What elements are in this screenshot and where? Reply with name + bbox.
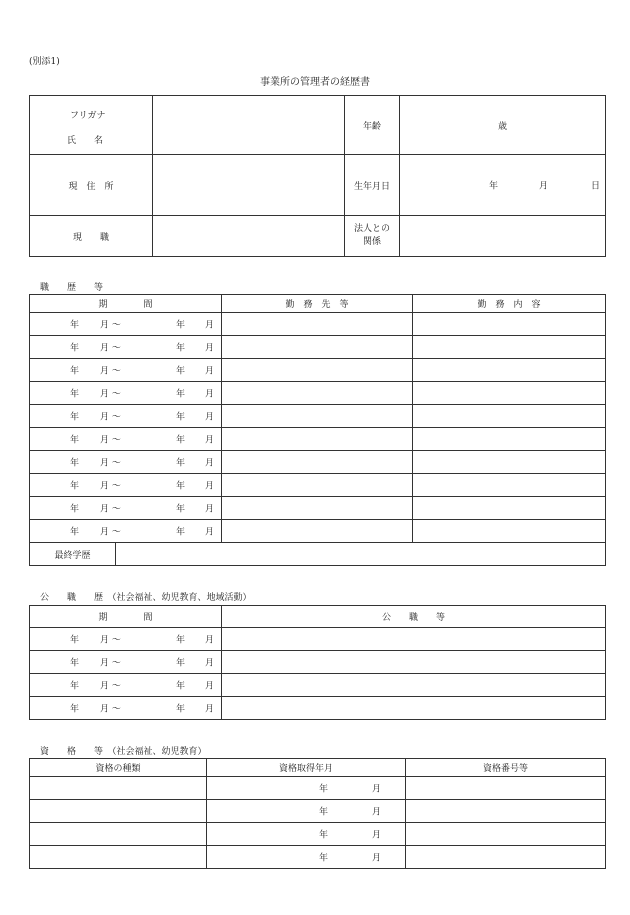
table-row xyxy=(30,651,606,674)
period-cell[interactable] xyxy=(30,428,222,451)
month-unit: 月 〜 xyxy=(100,681,121,692)
month-unit: 月 〜 xyxy=(100,412,121,423)
month-unit: 月 xyxy=(205,366,215,377)
profile-table xyxy=(29,95,606,257)
duties-field[interactable] xyxy=(413,359,606,382)
public-office-field[interactable] xyxy=(222,651,606,674)
workplace-field[interactable] xyxy=(222,405,413,428)
qual-type-field[interactable] xyxy=(30,777,207,800)
qual-date-field[interactable] xyxy=(207,846,406,869)
table-row xyxy=(30,628,606,651)
duties-field[interactable] xyxy=(413,313,606,336)
period-cell[interactable] xyxy=(30,674,222,697)
career-table xyxy=(29,294,606,566)
final-education-label: 最終学歴 xyxy=(30,543,116,566)
page-title: 事業所の管理者の経歴書 xyxy=(260,77,370,88)
birthdate-label: 生年月日 xyxy=(345,155,400,216)
current-job-label: 現 職 xyxy=(30,216,153,257)
month-unit: 月 xyxy=(205,504,215,515)
month-unit: 月 〜 xyxy=(100,320,121,331)
month-unit: 月 〜 xyxy=(100,704,121,715)
year-unit: 年 xyxy=(70,681,80,692)
year-unit: 年 xyxy=(176,458,186,469)
year-unit: 年 xyxy=(319,784,329,795)
month-unit: 月 〜 xyxy=(100,527,121,538)
career-col-period: 期 間 xyxy=(30,295,222,313)
year-unit: 年 xyxy=(70,527,80,538)
year-unit: 年 xyxy=(176,635,186,646)
qual-col-type: 資格の種類 xyxy=(30,759,207,777)
qual-type-field[interactable] xyxy=(30,800,207,823)
duties-field[interactable] xyxy=(413,520,606,543)
furigana-label: フリガナ xyxy=(70,111,106,121)
workplace-field[interactable] xyxy=(222,497,413,520)
duties-field[interactable] xyxy=(413,474,606,497)
year-unit: 年 xyxy=(70,658,80,669)
table-row xyxy=(30,846,606,869)
period-cell[interactable] xyxy=(30,313,222,336)
year-unit: 年 xyxy=(176,320,186,331)
month-unit: 月 xyxy=(205,435,215,446)
month-unit: 月 〜 xyxy=(100,458,121,469)
birthdate-field[interactable] xyxy=(400,155,606,216)
month-unit: 月 〜 xyxy=(100,481,121,492)
relation-label-line2: 関係 xyxy=(362,237,381,247)
year-unit: 年 xyxy=(319,830,329,841)
year-unit: 年 xyxy=(176,704,186,715)
qual-date-field[interactable] xyxy=(207,823,406,846)
month-unit: 月 xyxy=(205,481,215,492)
period-cell[interactable] xyxy=(30,474,222,497)
period-cell[interactable] xyxy=(30,405,222,428)
period-cell[interactable] xyxy=(30,359,222,382)
age-label: 年齢 xyxy=(345,96,400,155)
month-unit: 月 xyxy=(205,527,215,538)
current-job-field[interactable] xyxy=(153,216,345,257)
table-row xyxy=(30,823,606,846)
qualifications-heading: 資 格 等 （社会福祉、幼児教育） xyxy=(40,747,207,757)
workplace-field[interactable] xyxy=(222,428,413,451)
year-unit: 年 xyxy=(70,481,80,492)
duties-field[interactable] xyxy=(413,497,606,520)
year-unit: 年 xyxy=(176,504,186,515)
birth-month-unit: 月 xyxy=(539,181,549,192)
qual-col-date: 資格取得年月 xyxy=(207,759,406,777)
year-unit: 年 xyxy=(176,412,186,423)
period-cell[interactable] xyxy=(30,697,222,720)
month-unit: 月 xyxy=(205,458,215,469)
year-unit: 年 xyxy=(70,412,80,423)
table-row xyxy=(30,497,606,520)
month-unit: 月 xyxy=(205,635,215,646)
year-unit: 年 xyxy=(70,435,80,446)
table-row xyxy=(30,674,606,697)
public-col-office: 公 職 等 xyxy=(222,606,606,628)
workplace-field[interactable] xyxy=(222,359,413,382)
annex-label: (別添1) xyxy=(29,57,60,67)
name-field[interactable] xyxy=(153,96,345,155)
final-education-field[interactable] xyxy=(116,543,606,566)
year-unit: 年 xyxy=(70,389,80,400)
year-unit: 年 xyxy=(176,527,186,538)
qual-number-field[interactable] xyxy=(406,846,606,869)
year-unit: 年 xyxy=(70,343,80,354)
month-unit: 月 xyxy=(372,853,382,864)
career-col-duties: 勤 務 内 容 xyxy=(413,295,606,313)
year-unit: 年 xyxy=(176,366,186,377)
qualifications-table xyxy=(29,758,606,869)
qual-date-field[interactable] xyxy=(207,800,406,823)
birth-year-unit: 年 xyxy=(489,181,499,192)
qual-type-field[interactable] xyxy=(30,823,207,846)
workplace-field[interactable] xyxy=(222,474,413,497)
month-unit: 月 〜 xyxy=(100,366,121,377)
year-unit: 年 xyxy=(176,435,186,446)
period-cell[interactable] xyxy=(30,651,222,674)
month-unit: 月 xyxy=(372,807,382,818)
relation-label-line1: 法人との xyxy=(353,224,390,234)
period-cell[interactable] xyxy=(30,382,222,405)
qual-date-field[interactable] xyxy=(207,777,406,800)
duties-field[interactable] xyxy=(413,451,606,474)
month-unit: 月 〜 xyxy=(100,343,121,354)
month-unit: 月 xyxy=(205,320,215,331)
relation-label xyxy=(345,216,400,257)
qual-number-field[interactable] xyxy=(406,823,606,846)
workplace-field[interactable] xyxy=(222,451,413,474)
period-cell[interactable] xyxy=(30,497,222,520)
qual-number-field[interactable] xyxy=(406,800,606,823)
career-heading: 職 歴 等 xyxy=(40,283,104,293)
table-row xyxy=(30,800,606,823)
table-row xyxy=(30,359,606,382)
month-unit: 月 xyxy=(205,658,215,669)
address-label: 現 住 所 xyxy=(30,155,153,216)
public-office-table xyxy=(29,605,606,720)
month-unit: 月 〜 xyxy=(100,635,121,646)
month-unit: 月 xyxy=(205,412,215,423)
month-unit: 月 xyxy=(205,389,215,400)
workplace-field[interactable] xyxy=(222,313,413,336)
workplace-field[interactable] xyxy=(222,382,413,405)
table-row xyxy=(30,451,606,474)
table-row xyxy=(30,474,606,497)
year-unit: 年 xyxy=(70,366,80,377)
period-cell[interactable] xyxy=(30,336,222,359)
qual-col-number: 資格番号等 xyxy=(406,759,606,777)
year-unit: 年 xyxy=(319,807,329,818)
month-unit: 月 xyxy=(372,784,382,795)
public-col-period: 期 間 xyxy=(30,606,222,628)
year-unit: 年 xyxy=(70,704,80,715)
table-row xyxy=(30,697,606,720)
year-unit: 年 xyxy=(176,389,186,400)
address-field[interactable] xyxy=(153,155,345,216)
duties-field[interactable] xyxy=(413,428,606,451)
year-unit: 年 xyxy=(176,343,186,354)
public-office-field[interactable] xyxy=(222,674,606,697)
year-unit: 年 xyxy=(70,320,80,331)
duties-field[interactable] xyxy=(413,336,606,359)
qual-number-field[interactable] xyxy=(406,777,606,800)
public-office-heading: 公 職 歴 （社会福祉、幼児教育、地域活動） xyxy=(40,593,252,603)
duties-field[interactable] xyxy=(413,405,606,428)
year-unit: 年 xyxy=(176,681,186,692)
month-unit: 月 xyxy=(372,830,382,841)
month-unit: 月 xyxy=(205,681,215,692)
year-unit: 年 xyxy=(319,853,329,864)
table-row xyxy=(30,405,606,428)
year-unit: 年 xyxy=(70,504,80,515)
workplace-field[interactable] xyxy=(222,520,413,543)
month-unit: 月 〜 xyxy=(100,389,121,400)
month-unit: 月 〜 xyxy=(100,435,121,446)
year-unit: 年 xyxy=(176,481,186,492)
name-label: 氏 名 xyxy=(67,136,104,146)
age-unit: 歳 xyxy=(497,121,507,132)
career-col-workplace: 勤 務 先 等 xyxy=(222,295,413,313)
public-office-field[interactable] xyxy=(222,628,606,651)
duties-field[interactable] xyxy=(413,382,606,405)
month-unit: 月 xyxy=(205,343,215,354)
year-unit: 年 xyxy=(70,635,80,646)
workplace-field[interactable] xyxy=(222,336,413,359)
qual-type-field[interactable] xyxy=(30,846,207,869)
age-field[interactable] xyxy=(400,96,606,155)
period-cell[interactable] xyxy=(30,628,222,651)
month-unit: 月 〜 xyxy=(100,658,121,669)
table-row xyxy=(30,520,606,543)
relation-field[interactable] xyxy=(400,216,606,257)
table-row xyxy=(30,336,606,359)
table-row xyxy=(30,382,606,405)
period-cell[interactable] xyxy=(30,451,222,474)
table-row xyxy=(30,777,606,800)
period-cell[interactable] xyxy=(30,520,222,543)
public-office-field[interactable] xyxy=(222,697,606,720)
year-unit: 年 xyxy=(176,658,186,669)
name-label-cell xyxy=(30,96,153,155)
year-unit: 年 xyxy=(70,458,80,469)
month-unit: 月 xyxy=(205,704,215,715)
month-unit: 月 〜 xyxy=(100,504,121,515)
table-row xyxy=(30,428,606,451)
table-row xyxy=(30,313,606,336)
birth-day-unit: 日 xyxy=(591,181,601,192)
